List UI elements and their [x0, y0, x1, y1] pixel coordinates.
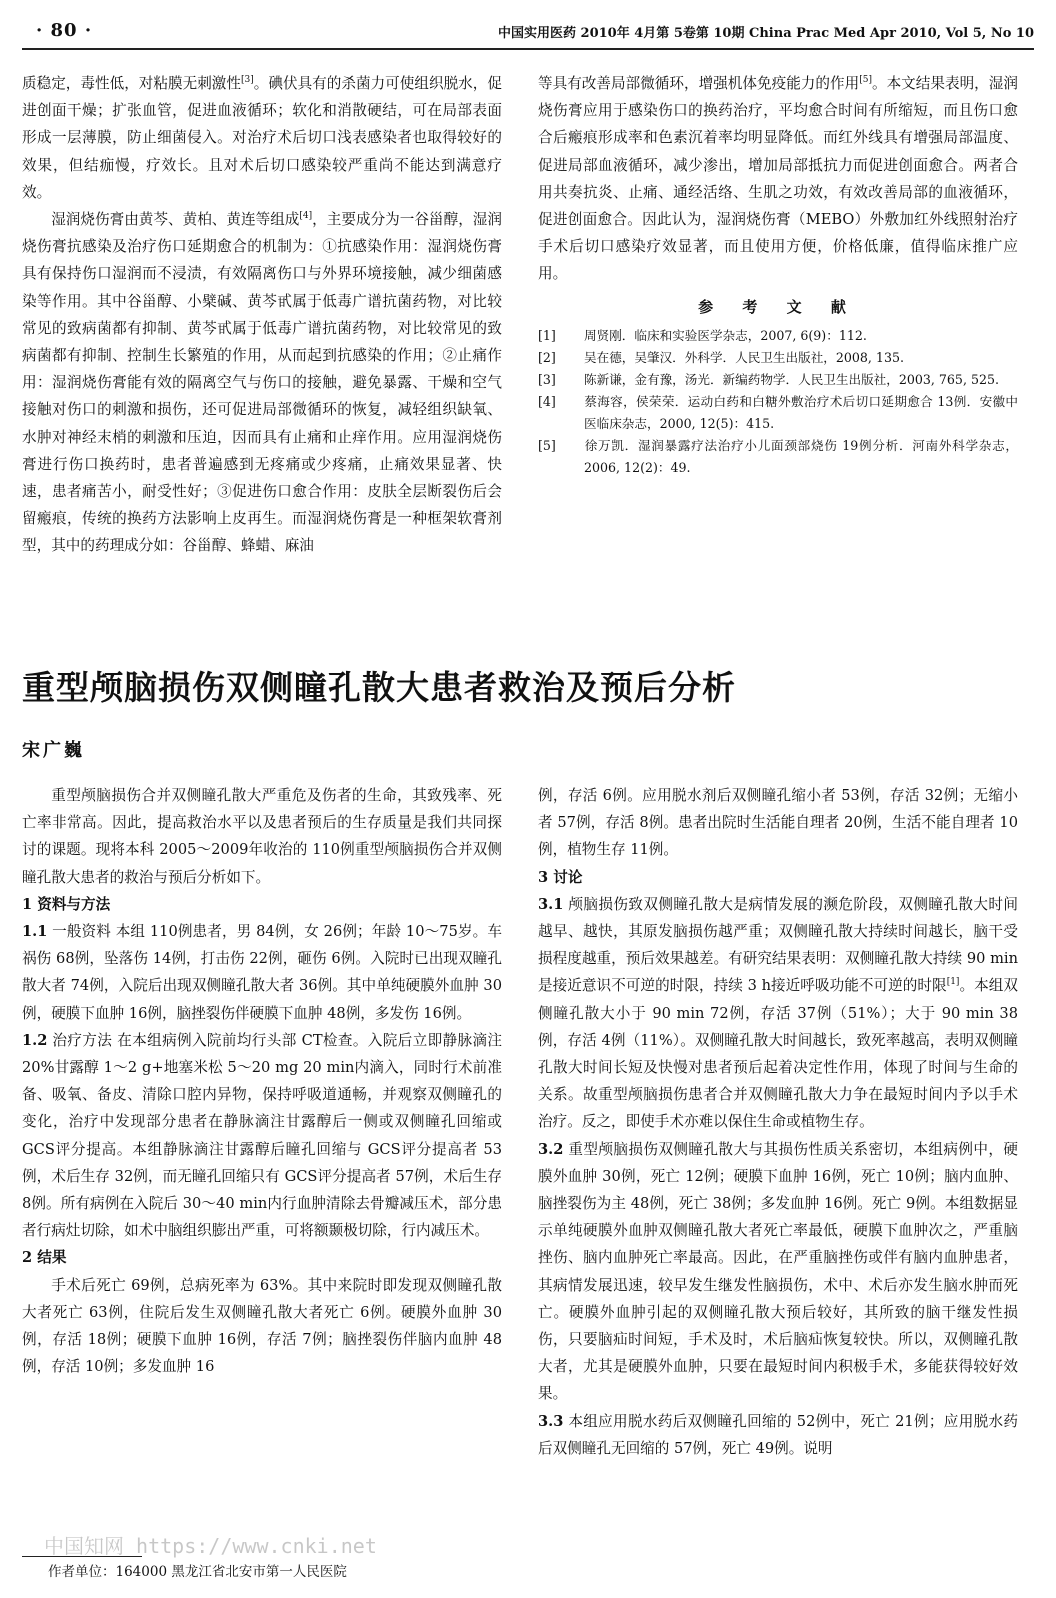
- reference-number: [4]: [538, 393, 556, 409]
- cnki-watermark: 中国知网 https://www.cnki.net: [44, 1534, 377, 1558]
- article-author: 宋广巍: [22, 740, 85, 761]
- subsection-3-3: 3.3 本组应用脱水药后双侧瞳孔回缩的 52例中，死亡 21例；应用脱水药后双侧瞳孔无回缩的 57例，死亡 49例。说明: [538, 1412, 1018, 1457]
- references-list: [538, 325, 1018, 479]
- reference-item: [538, 347, 1018, 369]
- footnote-rule: [22, 1556, 142, 1557]
- reference-item: [538, 435, 1018, 479]
- reference-number: [2]: [538, 349, 556, 365]
- subsection-3-1: 3.1 颅脑损伤致双侧瞳孔散大是病情发展的濒危阶段，双侧瞳孔散大时间越早、越快，其原发脑损伤越严重；双侧瞳孔散大持续时间越长，脑干受损程度越重，预后效果越差。有研究结果表明：双侧瞳孔散大持续 90 min是接近意识不可逆的时限，持续 3 h接近呼吸功能不可逆的时限[1]。本组双侧瞳孔散大小于 90 min 72例，存活 37例（51%）；大于 90 min 38例，存活 4例（11%）。双侧瞳孔散大时间越长，致死率越高，表明双侧瞳孔散大时间长短及快慢对患者预后起着决定性作用，体现了时间与生命的关系。故重型颅脑损伤患者合并双侧瞳孔散大力争在最短时间内予以手术治疗。反之，即使手术亦难以保住生命或植物生存。: [538, 895, 1018, 1131]
- subsection-1-1: 1.1 一般资料 本组 110例患者，男 84例，女 26例；年龄 10～75岁。车祸伤 68例，坠落伤 14例，打击伤 22例，砸伤 6例。入院时已出现双瞳孔散大者 74例，入院后出现双侧瞳孔散大者 36例。其中单纯硬膜外血肿 30例，硬膜下血肿 16例，脑挫裂伤伴硬膜下血肿 48例，多发伤 16例。: [22, 923, 502, 1022]
- subsection-3-2: 3.2 重型颅脑损伤双侧瞳孔散大与其损伤性质关系密切，本组病例中，硬膜外血肿 30例，死亡 12例；硬膜下血肿 16例，死亡 10例；脑内血肿、脑挫裂伤为主 48例，死亡 38例；多发血肿 16例。死亡 9例。本组数据显示单纯硬膜外血肿双侧瞳孔散大者死亡率最低，硬膜下血肿次之，严重脑挫伤、脑内血肿死亡率最高。因此，在严重脑挫伤或伴有脑内血肿患者，其病情发展迅速，较早发生继发性脑损伤，术中、术后亦发生脑水肿而死亡。硬膜外血肿引起的双侧瞳孔散大预后较好，其所致的脑干继发性损伤，只要脑疝时间短，手术及时，术后脑疝恢复较快。所以，双侧瞳孔散大者，尤其是硬膜外血肿，只要在最短时间内积极手术，多能获得较好效果。: [538, 1140, 1018, 1403]
- reference-number: [3]: [538, 371, 556, 387]
- article2-right-column: [538, 782, 1018, 1462]
- article1-left-column: [22, 70, 502, 560]
- reference-text: 吴在德，吴肇汉．外科学．人民卫生出版社，2008, 135.: [584, 349, 904, 365]
- reference-item: [538, 325, 1018, 347]
- reference-item: [538, 391, 1018, 435]
- article2-left-column: [22, 782, 502, 1380]
- results-paragraph: 手术后死亡 69例，总病死率为 63%。其中来院时即发现双侧瞳孔散大者死亡 63例，住院后发生双侧瞳孔散大者死亡 6例。硬膜外血肿 30例，存活 18例；硬膜下血肿 16例，存活 7例；脑挫裂伤伴脑内血肿 48例，存活 10例；多发血肿 16: [22, 1276, 502, 1376]
- subsection-1-2: 1.2 治疗方法 在本组病例入院前均行头部 CT检查。入院后立即静脉滴注 20%甘露醇 1～2 g+地塞米松 5～20 mg 20 min内滴入，同时行术前准备、吸氧、备皮、清除口腔内异物，保持呼吸道通畅，并观察双侧瞳孔的变化，治疗中发现部分患者在静脉滴注甘露醇后一侧或双侧瞳孔回缩或 GCS评分提高。本组静脉滴注甘露醇后瞳孔回缩与 GCS评分提高者 53例，术后生存 32例，而无瞳孔回缩只有 GCS评分提高者 57例，术后生存 8例。所有病例在入院后 30～40 min内行血肿清除去骨瓣减压术，部分患者行病灶切除，如术中脑组织膨出严重，可将额颞极切除，行内减压术。: [22, 1031, 502, 1240]
- article1-right-column: [538, 70, 1018, 479]
- reference-text: 陈新谦，金有豫，汤光．新编药物学．人民卫生出版社，2003, 765, 525.: [584, 371, 999, 387]
- section-heading-1: 1 资料与方法: [22, 895, 111, 913]
- results-paragraph-continued: 例，存活 6例。应用脱水剂后双侧瞳孔缩小者 53例，存活 32例；无缩小者 57例，存活 8例。患者出院时生活能自理者 20例，生活不能自理者 10例，植物生存 11例。: [538, 787, 1018, 859]
- reference-text: 蔡海容，侯荣荣．运动白药和白糖外敷治疗术后切口延期愈合 13例．安徽中医临床杂志，2000, 12(5)：415.: [584, 393, 1018, 431]
- reference-item: [538, 369, 1018, 391]
- page-number: · 80 ·: [36, 20, 93, 41]
- journal-citation: 中国实用医药 2010年 4月第 5卷第 10期 China Prac Med Apr 2010, Vol 5, No 10: [498, 26, 1034, 41]
- references-heading: 参 考 文 献: [698, 297, 858, 316]
- page-header: [22, 20, 1034, 50]
- reference-number: [1]: [538, 327, 556, 343]
- article1-paragraph: 质稳定，毒性低，对粘膜无刺激性[3]。碘伏具有的杀菌力可使组织脱水，促进创面干燥；扩张血管，促进血液循环；软化和消散硬结，可在局部表面形成一层薄膜，防止细菌侵入。对治疗术后切口浅表感染者也取得较好的效果，但结痂慢，疗效长。且对术后切口感染较严重尚不能达到满意疗效。: [22, 75, 502, 201]
- section-heading-3: 3 讨论: [538, 868, 583, 886]
- intro-paragraph: 重型颅脑损伤合并双侧瞳孔散大严重危及伤者的生命，其致残率、死亡率非常高。因此，提高救治水平以及患者预后的生存质量是我们共同探讨的课题。现将本科 2005～2009年收治的 110例重型颅脑损伤合并双侧瞳孔散大患者的救治与预后分析如下。: [22, 787, 502, 886]
- reference-text: 徐万凯．湿润暴露疗法治疗小儿面颈部烧伤 19例分析．河南外科学杂志，2006, 12(2)：49.: [584, 437, 1018, 475]
- article1-paragraph: 等具有改善局部微循环，增强机体免疫能力的作用[5]。本文结果表明，湿润烧伤膏应用于感染伤口的换药治疗，平均愈合时间有所缩短，而且伤口愈合后瘢痕形成率和色素沉着率均明显降低。而红外线具有增强局部温度、促进局部血液循环，减少渗出，增加局部抵抗力而促进创面愈合。两者合用共奏抗炎、止痛、通经活络、生肌之功效，有效改善局部的血液循环，促进创面愈合。因此认为，湿润烧伤膏（MEBO）外敷加红外线照射治疗手术后切口感染疗效显著，而且使用方便，价格低廉，值得临床推广应用。: [538, 75, 1018, 283]
- author-affiliation: 作者单位：164000 黑龙江省北安市第一人民医院: [48, 1564, 347, 1580]
- reference-number: [5]: [538, 437, 556, 453]
- reference-text: 周贤刚．临床和实验医学杂志，2007, 6(9)：112.: [584, 327, 867, 343]
- article1-paragraph: 湿润烧伤膏由黄芩、黄柏、黄连等组成[4]，主要成分为一谷甾醇，湿润烧伤膏抗感染及治疗伤口延期愈合的机制为：①抗感染作用：湿润烧伤膏具有保持伤口湿润而不浸渍，有效隔离伤口与外界环境接触，减少细菌感染等作用。其中谷甾醇、小檗碱、黄芩甙属于低毒广谱抗菌药物，对比较常见的致病菌都有抑制、黄芩甙属于低毒广谱抗菌药物，对比较常见的致病菌都有抑制、控制生长繁殖的作用，从而起到抗感染的作用；②止痛作用：湿润烧伤膏能有效的隔离空气与伤口的接触，避免暴露、干燥和空气接触对伤口的刺激和损伤，还可促进局部微循环的恢复，减轻组织缺氧、水肿对神经末梢的刺激和压迫，因而具有止痛和止痒作用。应用湿润烧伤膏进行伤口换药时，患者普遍感到无疼痛或少疼痛，止痛效果显著、快速，患者痛苦小，耐受性好；③促进伤口愈合作用：皮肤全层断裂伤后会留瘢痕，传统的换药方法影响上皮再生。而湿润烧伤膏是一种框架软膏剂型，其中的药理成分如：谷甾醇、蜂蜡、麻油: [22, 211, 502, 555]
- article-title: 重型颅脑损伤双侧瞳孔散大患者救治及预后分析: [22, 668, 736, 707]
- section-heading-2: 2 结果: [22, 1249, 67, 1267]
